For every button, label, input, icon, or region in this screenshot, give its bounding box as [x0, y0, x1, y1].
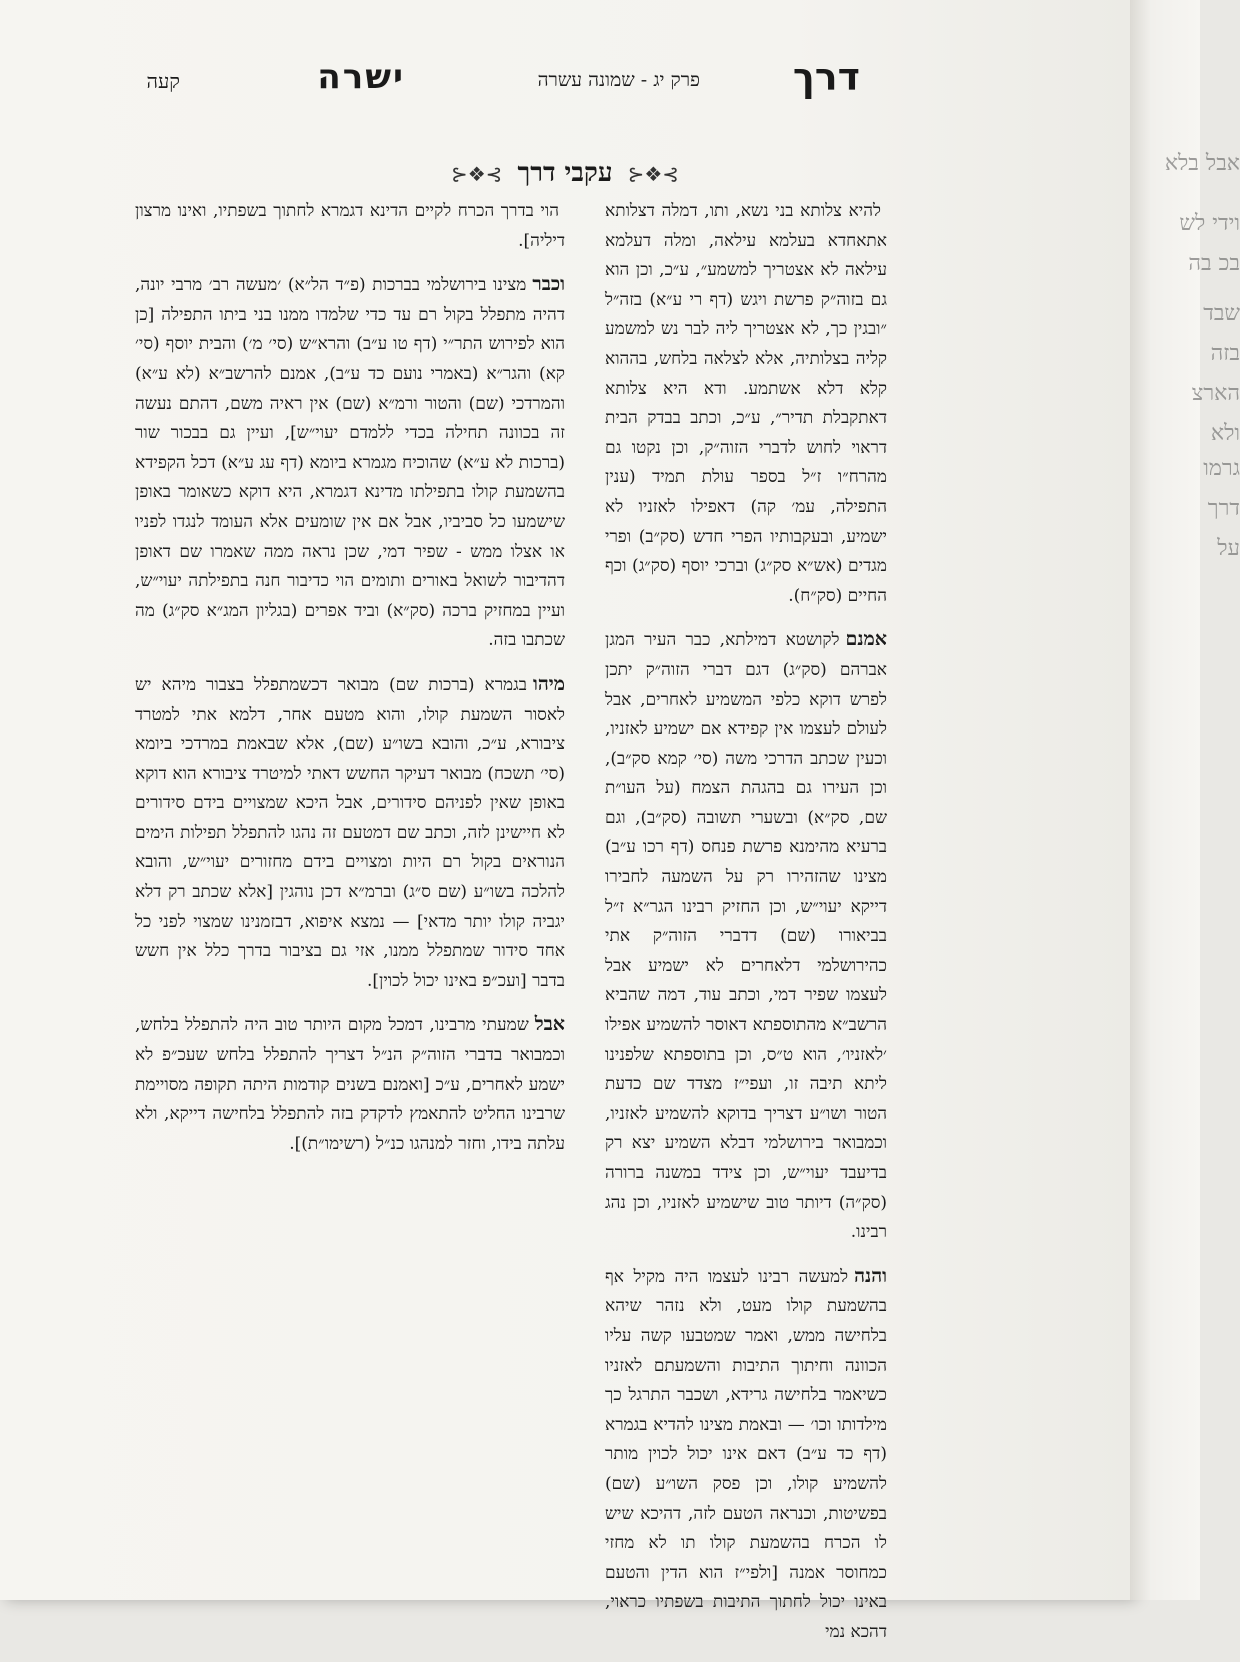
paragraph: [135, 270, 565, 656]
paragraph: [135, 1010, 565, 1159]
next-page-edge: [1130, 0, 1240, 1600]
next-page-fragment: אבל בלא: [1164, 151, 1240, 176]
next-page-fragment: בכ בה: [1188, 251, 1240, 276]
next-page-fragment: הארצ: [1191, 381, 1240, 406]
paragraph: [605, 625, 887, 1247]
next-page-fragment: וידי לש: [1179, 211, 1240, 236]
paragraph-text: למעשה רבינו לעצמו היה מקיל אף בהשמעת קולו מעט, ולא נזהר שיהא בלחישה ממש, ואמר שמטבעו קשה עליו הכוונה וחיתוך התיבות והשמעתם לאזניו כשיאמר בלחישה גרידא, ושכבר התרגל כך מילדותו וכו׳ — ובאמת מצינו להדיא בגמרא (דף כד ע״ב) דאם אינו יכול לכוין מותר להשמיע קולו, וכן פסק השו״ע (שם) בפשיטות, וכנראה הטעם לזה, דהיכא שיש לו הכרח בהשמעת קולו תו לא מחזי כמחוסר אמנה [ולפי״ז הוא הדין והטעם באינו יכול לחתוך התיבות בשפתיו כראוי, דהכא נמי: [605, 1266, 887, 1642]
paragraph-lead: מיהו: [532, 672, 565, 695]
paragraph: [135, 196, 565, 256]
paragraph-lead: אבל: [534, 1013, 565, 1036]
paragraph-text: שמעתי מרבינו, דמכל מקום היותר טוב היה להתפלל בלחש, וכמבואר בדברי הזוה״ק הנ״ל דצריך להתפלל בלחש שעכ״פ לא ישמע לאחרים, ע״כ [ואמנם בשנים קודמות היתה תקופה מסויימת שרבינו החליט להתאמץ לדקדק בזה להתפלל בלחישה דייקא, ולא עלתה בידו, וחזר למנהגו כנ״ל (רשימו״ת)].: [135, 1015, 565, 1154]
page-number: קעה: [146, 69, 180, 93]
running-head: [0, 55, 1130, 105]
next-page-fragment: ולא: [1210, 421, 1240, 446]
section-title: [0, 158, 1130, 188]
right-column: [605, 196, 887, 1662]
section-title-text: עקבי דרך: [517, 158, 613, 188]
next-page-fragment: גרמו: [1203, 456, 1240, 481]
paragraph: [135, 670, 565, 997]
paragraph-text: לקושטא דמילתא, כבר העיר המגן אברהם (סק״ג) דגם דברי הזוה״ק יתכן לפרש דוקא כלפי המשמיע לאחרים, אבל לעולם לעצמו אין קפידא אם ישמיע לאזניו, וכעין שכתב הדרכי משה (סי׳ קמא סק״ב), וכן העירו גם בהגהת הצמח (על העו״ת שם, סק״א) ובשערי תשובה (סק״ב), וגם ברעיא מהימנא פרשת פנחס (דף רכו ע״ב) מצינו שהזהירו רק על השמעה לחבירו דייקא יעוי״ש, וכן החזיק רבינו הגר״א ז״ל בביאורו (שם) דדברי הזוה״ק אתי כהירושלמי דלאחרים לא ישמיע אבל לעצמו שפיר דמי, וכתב עוד, דמה שהביא הרשב״א מהתוספתא דאוסר להשמיע אפילו ׳לאזניו׳, הוא ט״ס, וכן בתוספתא שלפנינו ליתא תיבה זו, ועפי״ז מצדד שם כדעת הטור ושו״ע דצריך בדוקא להשמיע לאזניו, וכמבואר בירושלמי דבלא השמיע יצא רק בדיעבד יעוי״ש, וכן צידד במשנה ברורה (סק״ה) דיותר טוב שישמיע לאזניו, וכן נהג רבינו.: [605, 630, 887, 1243]
paragraph-lead: והנה: [854, 1264, 887, 1287]
chapter-heading: פרק יג - שמונה עשרה: [537, 69, 700, 91]
paragraph: [605, 196, 887, 611]
paragraph-lead: אמנם: [845, 628, 887, 651]
ornament-right-icon: ⊱❖⊰: [627, 162, 680, 186]
next-page-fragment: שבד: [1203, 301, 1240, 326]
next-page-fragment: בזה: [1210, 341, 1240, 366]
ornament-left-icon: ⊱❖⊰: [450, 162, 503, 186]
paragraph-lead: וכבר: [532, 273, 565, 296]
paragraph-text: מצינו בירושלמי בברכות (פ״ד הל״א) ׳מעשה רב׳ מרבי יונה, דהיה מתפלל בקול רם עד כדי שלמדו ממנו בני ביתו התפילה [כן הוא לפירוש התר״י (דף טו ע״ב) והרא״ש (סי׳ מ׳) והבית יוסף (סי׳ קא) והגר״א (באמרי נועם כד ע״ב), אמנם להרשב״א (לא ע״א) והמרדכי (שם) והטור ורמ״א (שם) אין ראיה משם, דהתם נעשה זה בכוונה תחילה בכדי ללמדם יעוי״ש], ועיין גם בבכור שור (ברכות לא ע״א) שהוכיח מגמרא ביומא (דף עג ע״א) דכל הקפידא בהשמעת קולו בתפילתו מדינא דגמרא, היא דוקא כשאומר באופן שישמעו כל סביביו, אבל אם אין שומעים אלא העומד לנגדו לפניו או אצלו ממש - שפיר דמי, שכן נראה ממה שאמרו שם דאופן דהדיבור לשואל באורים ותומים הוי כדיבור חנה בתפילתה יעוי״ש, ועיין במחזיק ברכה (סק״א) וביד אפרים (בגליון המג״א סק״ג) מה שכתבו בזה.: [135, 275, 565, 651]
paragraph-text: להיא צלותא בני נשא, ותו, דמלה דצלותא אתאחדא בעלמא עילאה, ומלה דעלמא עילאה לא אצטריך למשמע״, ע״כ, וכן הוא גם בזוה״ק פרשת ויגש (דף רי ע״א) בזה״ל ״ובגין כך, לא אצטריך ליה לבר נש למשמע קליה בצלותיה, אלא לצלאה בלחש, בההוא קלא דלא אשתמע. ודא היא צלותא דאתקבלת תדיר״, ע״כ, וכתב בבדק הבית דראוי לחוש לדברי הזוה״ק, וכן נקטו גם מהרח״ו ז״ל בספר עולת תמיד (ענין התפילה, עמ׳ קה) דאפילו לאזניו לא ישמיע, ובעקבותיו הפרי חדש (סק״ב) ופרי מגדים (אש״א סק״ג) וברכי יוסף (סק״ג) וכף החיים (סק״ח).: [605, 201, 887, 606]
paragraph-text: הוי בדרך הכרח לקיים הדינא דגמרא לחתוך בשפתיו, ואינו מרצון דיליה].: [135, 201, 565, 251]
book-title-right: דרך: [792, 55, 860, 99]
next-page-fragment: על: [1217, 536, 1240, 561]
next-page-fragment: דרך: [1207, 496, 1240, 521]
paragraph-text: בגמרא (ברכות שם) מבואר דכשמתפלל בצבור מיהא יש לאסור השמעת קולו, והוא מטעם אחר, דלמא אתי למטרד ציבורא, ע״כ, והובא בשו״ע (שם), אלא שבאמת במרדכי ביומא (סי׳ תשכח) מבואר דעיקר החשש דאתי למיטרד ציבורא הוא דוקא באופן שאין לפניהם סידורים, אבל היכא שמצויים בידם סידורים לא חיישינן לזה, וכתב שם דמטעם זה נהגו להתפלל תפילות הימים הנוראים בקול רם היות ומצויים בידם מחזורים יעוי״ש, והובא להלכה בשו״ע (שם ס״ג) וברמ״א דכן נוהגין [אלא שכתב רק דלא יגביה קולו יותר מדאי] — נמצא איפוא, דבזמנינו שמצוי לפני כל אחד סידור שמתפלל ממנו, אזי גם בציבור בדרך כלל אין חשש בדבר [ועכ״פ באינו יכול לכוין].: [135, 674, 565, 991]
left-column: [135, 196, 565, 1173]
paragraph: [605, 1262, 887, 1648]
book-title-left: ישרה: [317, 57, 405, 97]
